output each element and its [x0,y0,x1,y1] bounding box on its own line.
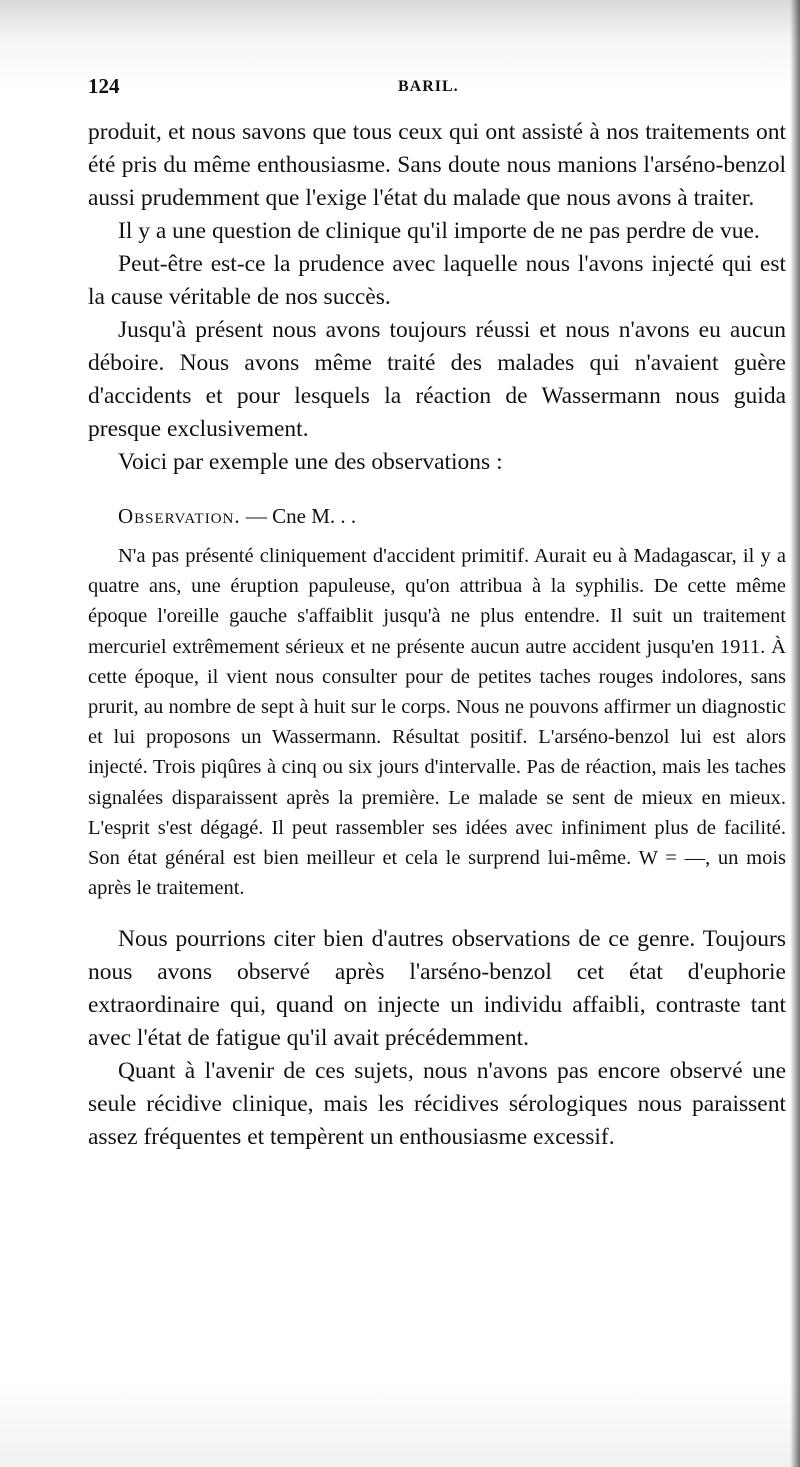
page-edge-shadow [790,0,800,1467]
paragraph-4: Jusqu'à présent nous avons toujours réussi et nous n'avons eu aucun déboire. Nous avons même traité des malades qui n'avaient guère d'accidents et pour lesquels la réaction de Wassermann nous guida presque exclusivement. [88,317,786,442]
paragraph-5: Voici par exemple une des observations : [118,449,503,475]
paragraph-3: Peut-être est-ce la prudence avec laquelle nous l'avons injecté qui est la cause véritable de nos succès. [88,251,786,310]
observation-subject: Cne M. . . [272,504,357,528]
page-number: 124 [88,74,120,98]
page-header [88,74,788,104]
observation-heading [118,501,786,531]
running-head: BARIL. [398,78,459,95]
paragraph-7: Quant à l'avenir de ces sujets, nous n'avons pas encore observé une seule récidive clinique, mais les récidives sérologiques nous paraissent assez fréquentes et tempèrent un enthousiasme excessif. [88,1058,786,1151]
section-gap [88,903,786,923]
paragraph-1: produit, et nous savons que tous ceux qui ont assisté à nos traitements ont été pris du même enthousiasme. Sans doute nous manions l'arséno-benzol aussi prudemment que l'exige l'état du malade que nous avons à traiter. [88,119,786,211]
paragraph-6: Nous pourrions citer bien d'autres observations de ce genre. Toujours nous avons observé après l'arséno-benzol cet état d'euphorie extraordinaire qui, quand on injecte un individu affaibli, contraste tant avec l'état de fatigue qu'il avait précédemment. [88,926,786,1052]
paragraph-2: Il y a une question de clinique qu'il importe de ne pas perdre de vue. [118,218,760,244]
observation-dash: — [240,504,273,528]
observation-label: Observation. [118,504,241,528]
observation-text: N'a pas présenté cliniquement d'accident primitif. Aurait eu à Madagascar, il y a quatre ans, une éruption papuleuse, qu'on attribua à la syphilis. De cette même époque l'oreille gauche s'affaiblit jusqu'à ne plus entendre. Il suit un traitement mercuriel extrêmement sérieux et ne présente aucun autre accident jusqu'en 1911. À cette époque, il vient nous consulter pour de petites taches rouges indolores, sans prurit, au nombre de sept à huit sur le corps. Nous ne pouvons affirmer un diagnostic et lui proposons un Wassermann. Résultat positif. L'arséno-benzol lui est alors injecté. Trois piqûres à cinq ou six jours d'intervalle. Pas de réaction, mais les taches signalées disparaissent après la première. Le malade se sent de mieux en mieux. L'esprit s'est dégagé. Il peut rassembler ses idées avec infiniment plus de facilité. Son état général est bien meilleur et cela le surprend lui-même. W = —, un mois après le traitement. [88,545,786,900]
page-body [88,116,786,1154]
